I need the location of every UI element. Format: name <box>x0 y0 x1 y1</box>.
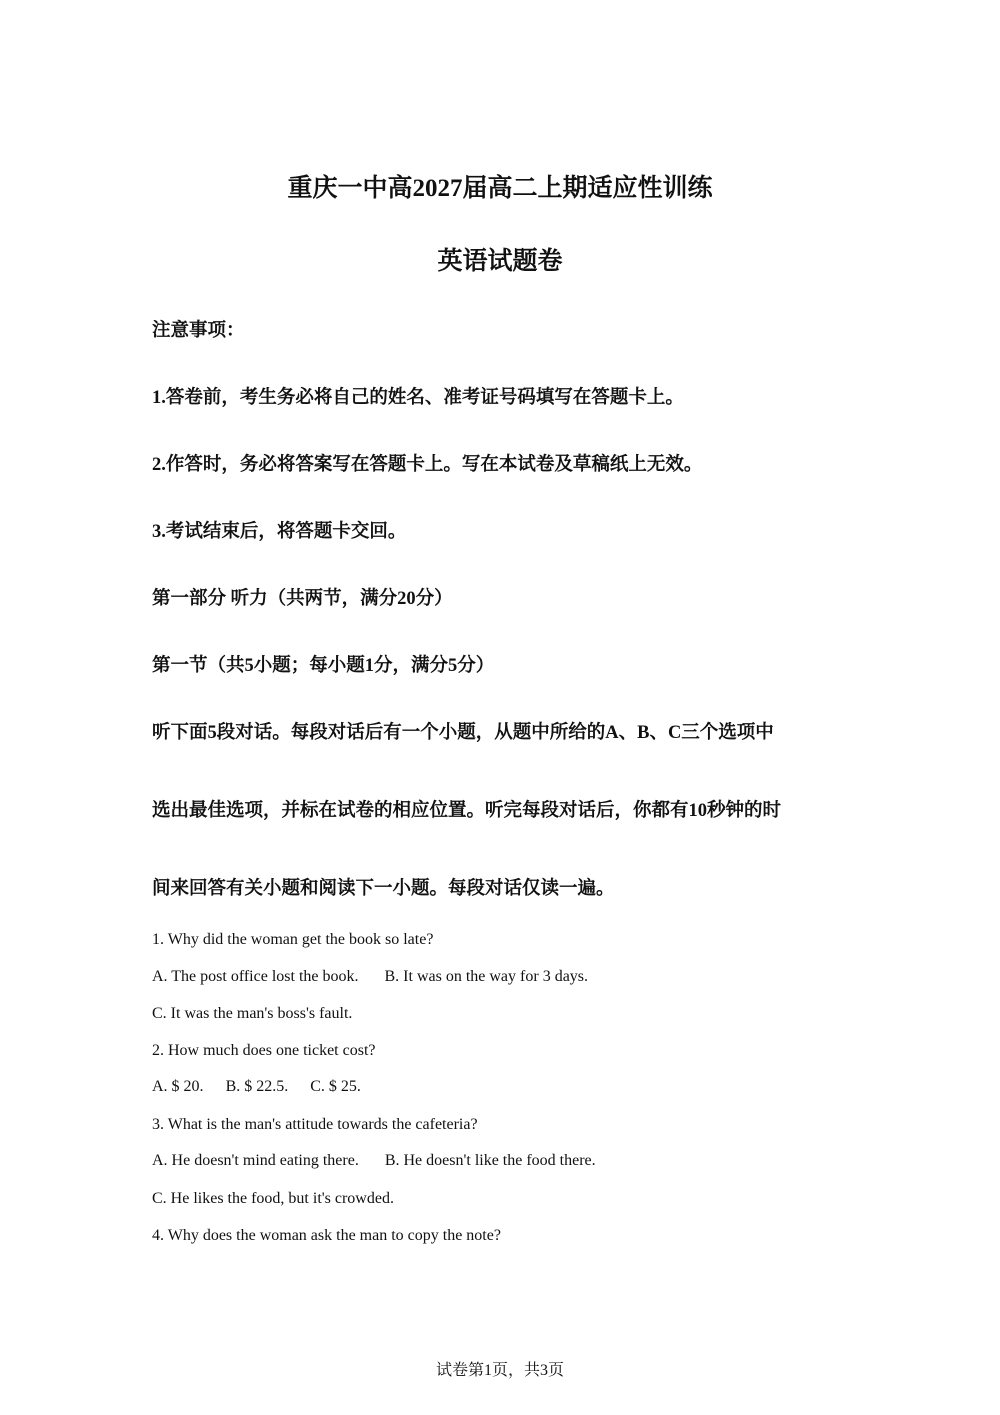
part1-heading: 第一部分 听力（共两节，满分20分） <box>152 589 453 609</box>
question-1-options-ab <box>152 968 588 986</box>
question-3-option-b: B. He doesn't like the food there. <box>384 1152 596 1169</box>
question-2-option-b: B. $ 22.5. <box>225 1078 289 1095</box>
notes-heading: 注意事项： <box>152 321 245 341</box>
question-3-option-c: C. He likes the food, but it's crowded. <box>152 1190 394 1207</box>
note-item-2: 2.作答时，务必将答案写在答题卡上。写在本试卷及草稿纸上无效。 <box>152 455 703 475</box>
question-2-options <box>152 1078 361 1096</box>
page-footer: 试卷第1页，共3页 <box>435 1362 564 1379</box>
note-item-1: 1.答卷前，考生务必将自己的姓名、准考证号码填写在答题卡上。 <box>152 388 684 408</box>
question-1-option-a: A. The post office lost the book. <box>152 968 359 985</box>
question-3-stem: 3. What is the man's attitude towards the cafeteria? <box>152 1116 478 1133</box>
question-3-options-ab <box>152 1152 596 1170</box>
page-title: 重庆一中高2027届高二上期适应性训练 <box>287 175 713 202</box>
instructions-line-1: 听下面5段对话。每段对话后有一个小题，从题中所给的A、B、C三个选项中 <box>152 723 774 743</box>
instructions-line-3: 间来回答有关小题和阅读下一小题。每段对话仅读一遍。 <box>152 879 615 899</box>
question-4-stem: 4. Why does the woman ask the man to copy the note? <box>152 1227 501 1244</box>
question-2-option-a: A. $ 20. <box>152 1078 204 1095</box>
instructions-line-2: 选出最佳选项，并标在试卷的相应位置。听完每段对话后，你都有10秒钟的时 <box>152 801 782 821</box>
question-1-stem: 1. Why did the woman get the book so late? <box>152 931 434 948</box>
page-subtitle: 英语试题卷 <box>437 248 563 275</box>
section1-heading: 第一节（共5小题；每小题1分，满分5分） <box>152 656 495 676</box>
question-3-option-a: A. He doesn't mind eating there. <box>152 1152 359 1169</box>
question-1-option-b: B. It was on the way for 3 days. <box>384 968 589 985</box>
note-item-3: 3.考试结束后，将答题卡交回。 <box>152 522 407 542</box>
question-2-stem: 2. How much does one ticket cost? <box>152 1042 376 1059</box>
question-1-option-c: C. It was the man's boss's fault. <box>152 1005 353 1022</box>
question-2-option-c: C. $ 25. <box>310 1078 361 1095</box>
